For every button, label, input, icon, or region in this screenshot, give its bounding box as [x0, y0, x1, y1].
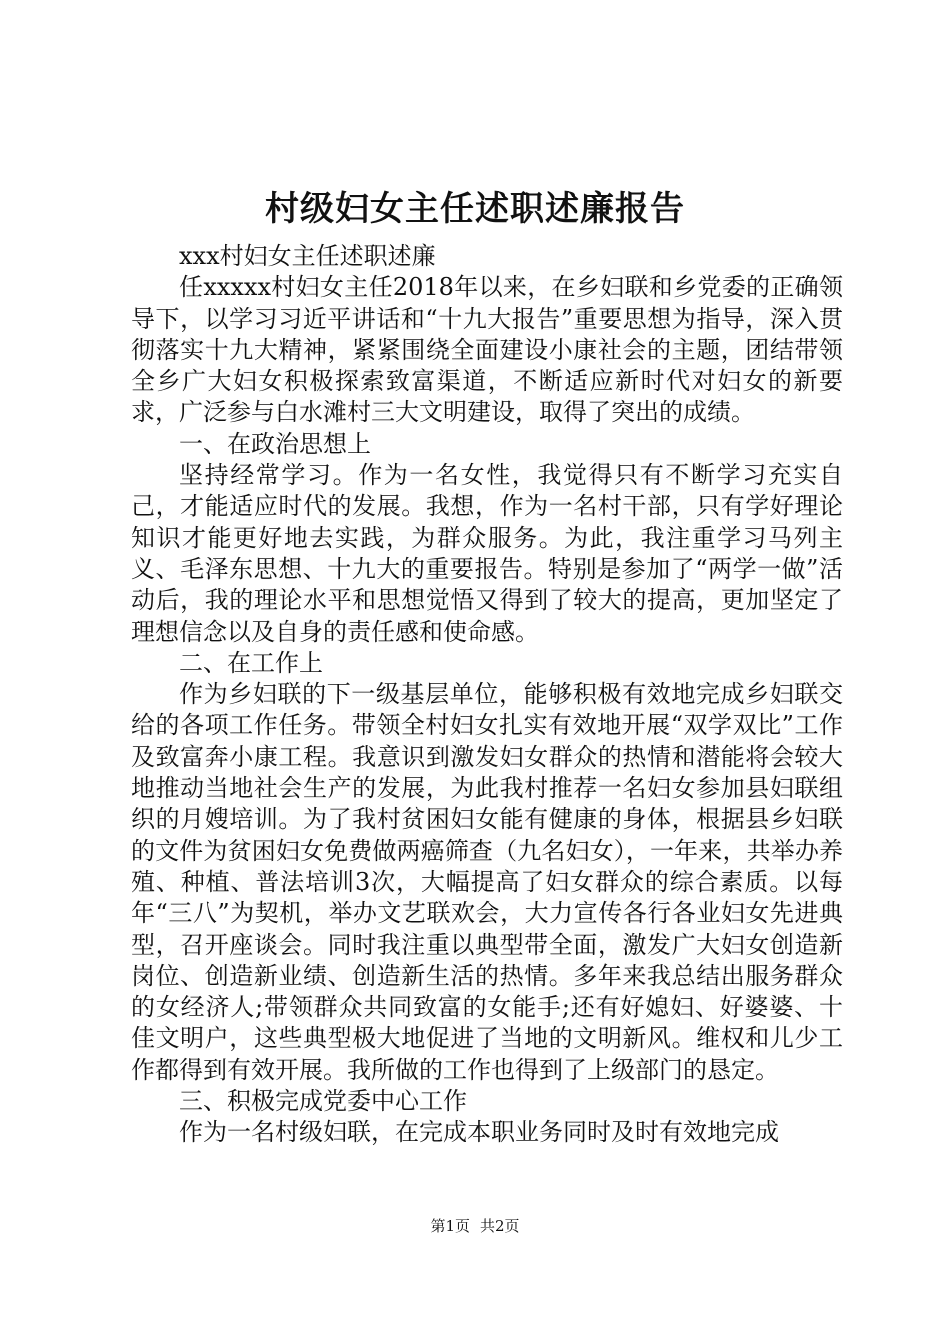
paragraph-politics: 坚持经常学习。作为一名女性，我觉得只有不断学习充实自己，才能适应时代的发展。我想，作为一名村干部，只有学好理论知识才能更好地去实践，为群众服务。为此，我注重学习马列主义、毛泽东思想、十九大的重要报告。特别是参加了“两学一做”活动后，我的理论水平和思想觉悟又得到了较大的提高，更加坚定了理想信念以及自身的责任感和使命感。 — [131, 461, 843, 646]
paragraph-intro: 任xxxxx村妇女主任2018年以来，在乡妇联和乡党委的正确领导下，以学习习近平讲话和“十九大报告”重要思想为指导，深入贯彻落实十九大精神，紧紧围绕全面建设小康社会的主题，团结带领全乡广大妇女积极探索致富渠道，不断适应新时代对妇女的新要求，广泛参与白水滩村三大文明建设，取得了突出的成绩。 — [131, 273, 843, 427]
section-heading-politics: 一、在政治思想上 — [179, 429, 371, 458]
section-heading-work: 二、在工作上 — [179, 648, 323, 677]
paragraph-party-tasks: 作为一名村级妇联，在完成本职业务同时及时有效地完成 — [179, 1118, 779, 1147]
paragraph-subtitle: xxx村妇女主任述职述廉 — [179, 242, 436, 270]
document-body — [131, 241, 843, 1149]
page-number: 第1页 — [430, 1217, 470, 1235]
paragraph-work: 作为乡妇联的下一级基层单位，能够积极有效地完成乡妇联交给的各项工作任务。带领全村妇女扎实有效地开展“双学双比”工作及致富奔小康工程。我意识到激发妇女群众的热情和潜能将会较大地推动当地社会生产的发展，为此我村推荐一名妇女参加县妇联组织的月嫂培训。为了我村贫困妇女能有健康的身体，根据县乡妇联的文件为贫困妇女免费做两癌筛查（九名妇女），一年来，共举办养殖、种植、普法培训3次，大幅提高了妇女群众的综合素质。以每年“三八”为契机，举办文艺联欢会，大力宣传各行各业妇女先进典型，召开座谈会。同时我注重以典型带全面，激发广大妇女创造新岗位、创造新业绩、创造新生活的热情。多年来我总结出服务群众的女经济人;带领群众共同致富的女能手;还有好媳妇、好婆婆、十佳文明户，这些典型极大地促进了当地的文明新风。维权和儿少工作都得到有效开展。我所做的工作也得到了上级部门的恳定。 — [131, 680, 843, 1084]
section-heading-party-tasks: 三、积极完成党委中心工作 — [179, 1087, 467, 1116]
page-total: 共2页 — [480, 1217, 520, 1235]
document-title: 村级妇女主任述职述廉报告 — [265, 189, 685, 229]
page-footer — [0, 1214, 950, 1238]
